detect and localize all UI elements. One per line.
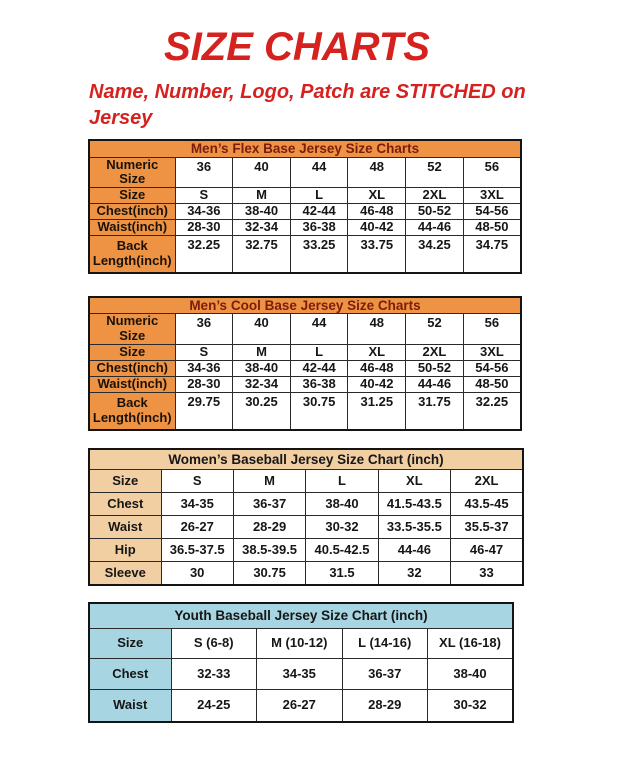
row-label: Numeric Size (89, 157, 175, 188)
table-row (89, 236, 521, 273)
size-value-cell: 38.5-39.5 (233, 539, 305, 562)
row-label: Hip (89, 539, 161, 562)
size-value-cell: 28-30 (175, 220, 233, 236)
table-row (89, 361, 521, 377)
size-value-cell: 48 (348, 314, 406, 345)
row-label: Waist(inch) (89, 220, 175, 236)
table-row (89, 690, 513, 722)
size-value-cell: XL (16-18) (428, 629, 514, 659)
size-value-cell: 34-36 (175, 361, 233, 377)
row-label: Back Length(inch) (89, 236, 175, 273)
size-value-cell: 38-40 (428, 659, 514, 690)
size-value-cell: 40-42 (348, 220, 406, 236)
table-row (89, 188, 521, 204)
table-row (89, 659, 513, 690)
page-subtitle: Name, Number, Logo, Patch are STITCHED on Jersey (89, 81, 526, 129)
size-value-cell: L (14-16) (342, 629, 428, 659)
size-value-cell: 40.5-42.5 (306, 539, 378, 562)
size-value-cell: 3XL (463, 345, 521, 361)
size-charts-page (0, 24, 638, 723)
table-row (89, 377, 521, 393)
page-title: SIZE CHARTS (164, 25, 430, 69)
size-value-cell: 32-33 (171, 659, 257, 690)
size-value-cell: 56 (463, 157, 521, 188)
size-value-cell: 44-46 (406, 377, 464, 393)
size-value-cell: 46-47 (451, 539, 523, 562)
row-label: Back Length(inch) (89, 393, 175, 430)
size-value-cell: 34-35 (161, 493, 233, 516)
size-value-cell: 40 (233, 314, 291, 345)
table-row (89, 629, 513, 659)
size-value-cell: 28-29 (342, 690, 428, 722)
size-table-3 (88, 602, 514, 723)
table-row (89, 157, 521, 188)
size-value-cell: S (161, 470, 233, 493)
size-value-cell: L (306, 470, 378, 493)
size-value-cell: 30.75 (233, 562, 305, 585)
size-value-cell: 30-32 (428, 690, 514, 722)
row-label: Numeric Size (89, 314, 175, 345)
size-value-cell: 26-27 (161, 516, 233, 539)
size-value-cell: 24-25 (171, 690, 257, 722)
size-value-cell: 50-52 (406, 204, 464, 220)
row-label: Chest(inch) (89, 361, 175, 377)
size-value-cell: 32.75 (233, 236, 291, 273)
size-value-cell: M (233, 188, 291, 204)
size-value-cell: 32 (378, 562, 450, 585)
table-row (89, 204, 521, 220)
size-value-cell: 54-56 (463, 361, 521, 377)
size-value-cell: 48-50 (463, 220, 521, 236)
size-value-cell: 34.25 (406, 236, 464, 273)
size-value-cell: 36-38 (290, 220, 348, 236)
size-value-cell: 46-48 (348, 361, 406, 377)
size-value-cell: XL (348, 345, 406, 361)
size-value-cell: 48-50 (463, 377, 521, 393)
size-value-cell: S (6-8) (171, 629, 257, 659)
size-value-cell: 46-48 (348, 204, 406, 220)
size-value-cell: 30.25 (233, 393, 291, 430)
size-value-cell: 36.5-37.5 (161, 539, 233, 562)
size-value-cell: 34-35 (257, 659, 343, 690)
size-value-cell: 56 (463, 314, 521, 345)
row-label: Chest (89, 659, 171, 690)
size-value-cell: 3XL (463, 188, 521, 204)
size-value-cell: 31.25 (348, 393, 406, 430)
row-label: Sleeve (89, 562, 161, 585)
size-value-cell: 36-37 (233, 493, 305, 516)
size-value-cell: 30 (161, 562, 233, 585)
size-value-cell: 33 (451, 562, 523, 585)
size-value-cell: 2XL (451, 470, 523, 493)
table-title: Men’s Flex Base Jersey Size Charts (89, 140, 521, 157)
size-value-cell: 2XL (406, 188, 464, 204)
size-value-cell: 2XL (406, 345, 464, 361)
size-value-cell: 44 (290, 157, 348, 188)
size-value-cell: 31.75 (406, 393, 464, 430)
row-label: Chest (89, 493, 161, 516)
row-label: Size (89, 470, 161, 493)
size-value-cell: M (233, 470, 305, 493)
size-value-cell: 32-34 (233, 377, 291, 393)
size-value-cell: 44-46 (406, 220, 464, 236)
size-value-cell: 30.75 (290, 393, 348, 430)
table-row (89, 314, 521, 345)
size-value-cell: 36 (175, 314, 233, 345)
size-value-cell: 31.5 (306, 562, 378, 585)
size-value-cell: 32-34 (233, 220, 291, 236)
size-value-cell: 42-44 (290, 204, 348, 220)
size-value-cell: 48 (348, 157, 406, 188)
size-value-cell: M (233, 345, 291, 361)
table-title: Youth Baseball Jersey Size Chart (inch) (89, 603, 513, 629)
table-row (89, 562, 523, 585)
size-value-cell: 52 (406, 157, 464, 188)
size-value-cell: 32.25 (175, 236, 233, 273)
size-table-1 (88, 296, 522, 431)
size-value-cell: XL (378, 470, 450, 493)
table-row (89, 393, 521, 430)
size-value-cell: 44 (290, 314, 348, 345)
size-value-cell: 28-29 (233, 516, 305, 539)
size-tables-container (0, 139, 638, 723)
size-value-cell: 34.75 (463, 236, 521, 273)
table-row (89, 539, 523, 562)
size-value-cell: 52 (406, 314, 464, 345)
size-value-cell: XL (348, 188, 406, 204)
size-value-cell: 33.25 (290, 236, 348, 273)
size-value-cell: 54-56 (463, 204, 521, 220)
size-value-cell: 36 (175, 157, 233, 188)
table-row (89, 493, 523, 516)
row-label: Size (89, 188, 175, 204)
size-value-cell: S (175, 188, 233, 204)
row-label: Size (89, 629, 171, 659)
size-value-cell: 34-36 (175, 204, 233, 220)
size-value-cell: 40-42 (348, 377, 406, 393)
size-value-cell: S (175, 345, 233, 361)
size-value-cell: 33.75 (348, 236, 406, 273)
size-value-cell: 40 (233, 157, 291, 188)
row-label: Size (89, 345, 175, 361)
size-value-cell: M (10-12) (257, 629, 343, 659)
size-value-cell: 35.5-37 (451, 516, 523, 539)
size-value-cell: 36-38 (290, 377, 348, 393)
size-value-cell: 30-32 (306, 516, 378, 539)
row-label: Waist (89, 690, 171, 722)
table-title: Men’s Cool Base Jersey Size Charts (89, 297, 521, 314)
size-value-cell: L (290, 345, 348, 361)
size-table-0 (88, 139, 522, 274)
size-value-cell: 50-52 (406, 361, 464, 377)
table-row (89, 470, 523, 493)
size-value-cell: 38-40 (233, 361, 291, 377)
table-row (89, 345, 521, 361)
size-value-cell: 26-27 (257, 690, 343, 722)
size-value-cell: 41.5-43.5 (378, 493, 450, 516)
row-label: Chest(inch) (89, 204, 175, 220)
size-value-cell: 32.25 (463, 393, 521, 430)
size-value-cell: 28-30 (175, 377, 233, 393)
size-value-cell: 42-44 (290, 361, 348, 377)
size-value-cell: 44-46 (378, 539, 450, 562)
row-label: Waist(inch) (89, 377, 175, 393)
table-row (89, 220, 521, 236)
size-value-cell: L (290, 188, 348, 204)
size-value-cell: 38-40 (306, 493, 378, 516)
table-title: Women’s Baseball Jersey Size Chart (inch) (89, 449, 523, 470)
size-value-cell: 33.5-35.5 (378, 516, 450, 539)
size-value-cell: 29.75 (175, 393, 233, 430)
row-label: Waist (89, 516, 161, 539)
size-value-cell: 43.5-45 (451, 493, 523, 516)
table-row (89, 516, 523, 539)
size-table-2 (88, 448, 524, 586)
size-value-cell: 38-40 (233, 204, 291, 220)
size-value-cell: 36-37 (342, 659, 428, 690)
